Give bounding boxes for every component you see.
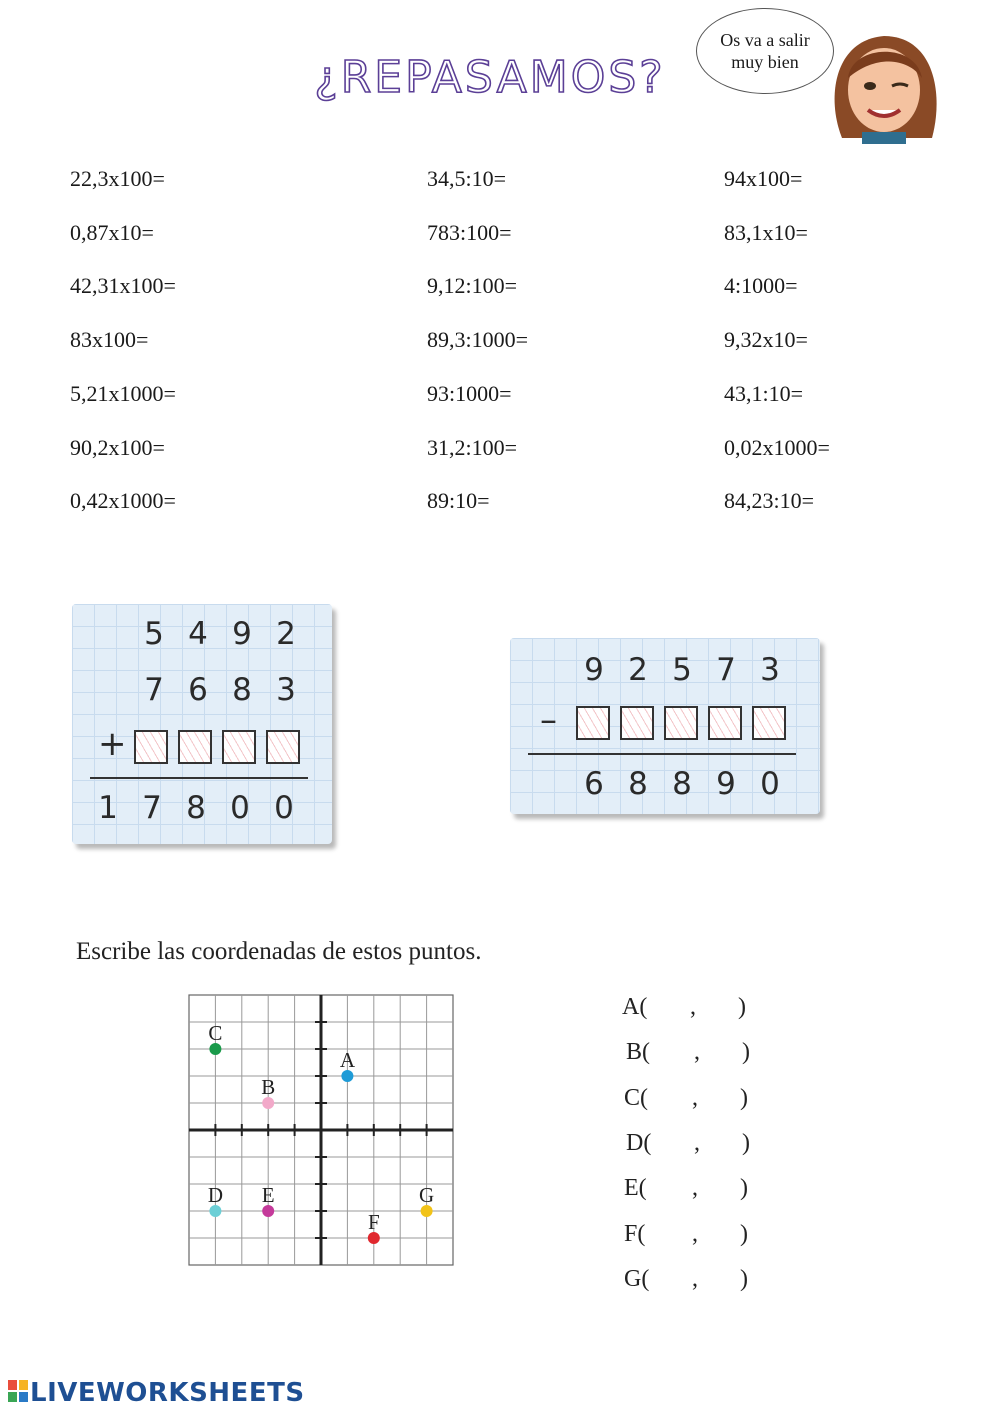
answer-close: ): [740, 1084, 748, 1111]
exercise-col3-6: 0,02x1000=: [724, 434, 830, 460]
add-sum-line: [90, 777, 308, 779]
plus-sign: +: [98, 724, 127, 764]
add-res-d2: 7: [142, 790, 162, 826]
point-label-c: C: [208, 1021, 223, 1045]
add-answer-box-4[interactable]: [266, 730, 300, 764]
coordinate-plane: [188, 994, 454, 1268]
exercise-col2-1: 34,5:10=: [427, 166, 507, 191]
add-res-d1: 1: [98, 790, 118, 826]
speech-line-2: muy bien: [731, 52, 799, 72]
add-res-d3: 8: [186, 790, 206, 826]
point-label-a: A: [339, 1048, 355, 1072]
add-answer-box-2[interactable]: [178, 730, 212, 764]
answer-close: ): [740, 1220, 748, 1247]
answer-label: A(: [622, 994, 648, 1020]
sub-res-d5: 0: [760, 766, 780, 802]
addition-card: [72, 604, 332, 844]
answer-row-3[interactable]: [624, 1085, 764, 1117]
add-r1-d2: 4: [188, 616, 208, 652]
exercise-col1-5: 5,21x1000=: [70, 380, 176, 406]
sub-res-d1: 6: [584, 766, 604, 802]
add-r1-d4: 2: [276, 616, 296, 652]
exercise-col1-2: 0,87x10=: [70, 219, 154, 245]
answer-label: C(: [624, 1084, 648, 1111]
exercise-col2-4: 89,3:1000=: [427, 327, 529, 353]
answer-close: ): [742, 1129, 750, 1156]
exercise-col1-3: 42,31x100=: [70, 273, 176, 299]
add-r1-d3: 9: [232, 616, 252, 652]
sub-r1-d5: 3: [760, 652, 780, 688]
exercise-col3-2: 83,1x10=: [724, 219, 808, 245]
liveworksheets-brand: LIVEWORKSHEETS: [30, 1378, 305, 1408]
add-answer-box-1[interactable]: [134, 730, 168, 764]
exercise-col2-3: 9,12:100=: [427, 273, 518, 299]
point-label-e: E: [261, 1183, 275, 1207]
add-r2-d3: 8: [232, 672, 252, 708]
sub-res-d3: 8: [672, 766, 692, 802]
sub-answer-box-4[interactable]: [708, 706, 742, 740]
sub-r1-d4: 7: [716, 652, 736, 688]
exercise-col1-4: 83x100=: [70, 327, 149, 353]
answer-close: ): [742, 1039, 750, 1066]
sub-res-d2: 8: [628, 766, 648, 802]
subtraction-card: [510, 638, 820, 814]
add-res-d5: 0: [274, 790, 294, 826]
exercise-col3-7: 84,23:10=: [724, 488, 815, 514]
answer-label: B(: [626, 1039, 650, 1066]
teacher-avatar: [822, 28, 946, 144]
answer-comma: ,: [690, 994, 696, 1020]
exercise-col2-5: 93:1000=: [427, 380, 512, 406]
answer-close: ): [740, 1175, 748, 1202]
exercise-col2-2: 783:100=: [427, 219, 512, 245]
exercise-col3-4: 9,32x10=: [724, 327, 808, 353]
answer-label: E(: [624, 1175, 647, 1202]
exercise-col3-1: 94x100=: [724, 166, 803, 191]
add-r2-d1: 7: [144, 672, 164, 708]
answer-comma: ,: [692, 1084, 698, 1111]
sub-diff-line: [528, 753, 796, 755]
answer-row-4[interactable]: [626, 1130, 766, 1162]
answer-label: F(: [624, 1220, 646, 1247]
answer-label: G(: [624, 1265, 650, 1292]
exercise-col2-7: 89:10=: [427, 488, 490, 514]
exercise-col2-6: 31,2:100=: [427, 434, 518, 460]
exercise-col1-6: 90,2x100=: [70, 434, 165, 460]
exercise-col1-1: 22,3x100=: [70, 166, 165, 191]
minus-sign: –: [540, 700, 557, 740]
sub-res-d4: 9: [716, 766, 736, 802]
answer-row-2[interactable]: [626, 1039, 766, 1071]
sub-answer-box-1[interactable]: [576, 706, 610, 740]
liveworksheets-logo-icon: [8, 1380, 28, 1402]
answer-comma: ,: [694, 1129, 700, 1156]
exercise-col1-7: 0,42x1000=: [70, 488, 176, 514]
add-res-d4: 0: [230, 790, 250, 826]
exercise-col3-5: 43,1:10=: [724, 380, 804, 406]
point-label-g: G: [419, 1183, 435, 1207]
speech-line-1: Os va a salir: [720, 30, 810, 50]
answer-close: ): [738, 994, 746, 1020]
answer-comma: ,: [692, 1175, 698, 1202]
answer-row-5[interactable]: [624, 1175, 764, 1207]
answer-comma: ,: [694, 1039, 700, 1066]
point-label-d: D: [207, 1183, 223, 1207]
speech-bubble: [696, 8, 834, 94]
add-r2-d4: 3: [276, 672, 296, 708]
answer-row-6[interactable]: [624, 1221, 764, 1253]
sub-r1-d1: 9: [584, 652, 604, 688]
answer-close: ): [740, 1265, 748, 1292]
exercise-col3-3: 4:1000=: [724, 273, 798, 299]
sub-r1-d3: 5: [672, 652, 692, 688]
add-r2-d2: 6: [188, 672, 208, 708]
answer-comma: ,: [692, 1265, 698, 1292]
sub-answer-box-2[interactable]: [620, 706, 654, 740]
answer-comma: ,: [692, 1220, 698, 1247]
sub-answer-box-5[interactable]: [752, 706, 786, 740]
point-label-b: B: [261, 1075, 276, 1099]
coordinates-instruction: Escribe las coordenadas de estos puntos.: [76, 938, 482, 965]
sub-r1-d2: 2: [628, 652, 648, 688]
answer-row-1[interactable]: [622, 994, 762, 1026]
page-title: ¿REPASAMOS?: [314, 52, 666, 103]
point-label-f: F: [367, 1210, 380, 1234]
sub-answer-box-3[interactable]: [664, 706, 698, 740]
answer-label: D(: [626, 1129, 652, 1156]
add-answer-box-3[interactable]: [222, 730, 256, 764]
add-r1-d1: 5: [144, 616, 164, 652]
answer-row-7[interactable]: [624, 1266, 764, 1298]
